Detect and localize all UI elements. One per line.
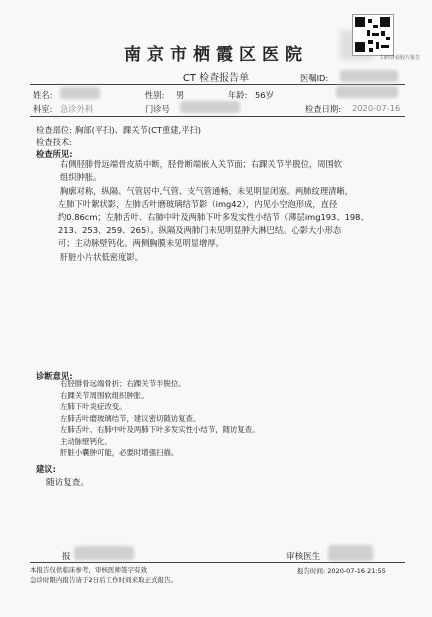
- findings-line: 肝脏小片状低密度影。: [60, 252, 143, 262]
- dept-value: 急诊外科: [60, 104, 94, 114]
- diagnosis-item: 右踝关节周围软组织肿胀。: [60, 390, 149, 400]
- name-label: 姓名:: [33, 90, 53, 100]
- findings-line: 右侧胫腓骨远端骨皮质中断，胫骨断端嵌入关节面；右踝关节半脱位，周围软: [60, 159, 343, 169]
- footer-note: 急诊时限内报告请于2日后工作时间来取正式报告。: [30, 576, 178, 584]
- diagnosis-item: 左肺舌叶、右肺中叶及两肺下叶多发实性小结节，随访复查。: [60, 425, 260, 434]
- hospital-name: 南京市栖霞区医院: [124, 45, 308, 65]
- findings-label: 检查所见:: [36, 149, 73, 159]
- clinic-label: 门诊号: [145, 104, 170, 114]
- redacted-clinic-number: [180, 101, 240, 113]
- report-time: [297, 566, 386, 576]
- diagnosis-item: 右胫腓骨远端骨折；右踝关节半脱位。: [60, 379, 186, 388]
- findings-line: 可；主动脉壁钙化。两侧胸膜未见明显增厚。: [58, 238, 224, 248]
- findings-line: 胸廓对称，纵隔、气管居中,气管、支气管通畅，未见明显闭塞。两肺纹理清晰，: [60, 186, 354, 196]
- report-time-value: 2020-07-16 21:55: [327, 567, 386, 575]
- age-label: 年龄:: [228, 90, 248, 100]
- redacted-reviewer-signature: [328, 545, 373, 561]
- footer-notes: [30, 565, 177, 585]
- findings-line: 左肺下叶絮状影，左肺舌叶磨玻璃结节影（img42），内见小空泡形成，直径: [58, 199, 338, 209]
- exam-part-value: 胸部(平扫)、踝关节(CT重建,平扫): [75, 125, 202, 135]
- redacted-doctor-id: [340, 70, 398, 82]
- exam-date-label: 检查日期:: [305, 104, 341, 114]
- exam-date-value: 2020-07-16: [352, 103, 401, 113]
- doctor-id-label: 医嘱ID:: [300, 73, 329, 83]
- qr-label: 扫码查看胶片报告: [380, 55, 421, 61]
- findings-line: 213、253、259、265）。纵隔及两肺门未见明显肿大淋巴结。心影大小形态: [58, 225, 342, 235]
- diagnosis-item: 主动脉壁钙化。: [60, 436, 112, 446]
- diagnosis-list: [60, 378, 260, 459]
- diagnosis-item: 肝脏小囊肿可能，必要时增强扫描。: [60, 448, 179, 457]
- info-divider: [30, 116, 405, 117]
- diagnosis-item: 左肺舌叶磨玻璃结节，建议密切随访复查。: [60, 413, 201, 423]
- redacted-reporter-signature: [74, 546, 134, 560]
- footer-divider: [30, 562, 405, 563]
- footer-note: 本报告仅供临床参考，审核医师签字有效: [30, 566, 147, 574]
- findings-line: 组织肿胀。: [60, 172, 102, 182]
- header-divider: [30, 84, 405, 85]
- findings-line: 约0.86cm；左肺舌叶、右肺中叶及两肺下叶多发实性小结节（薄层img193、198、: [58, 212, 369, 222]
- redacted-name: [60, 87, 100, 99]
- report-title: CT 检查报告单: [182, 73, 250, 84]
- gender-value: 男: [176, 90, 185, 100]
- gender-label: 性别:: [145, 90, 165, 100]
- findings-block: [60, 158, 342, 184]
- exam-technique-label: 检查技术:: [36, 137, 72, 147]
- redacted-field: [336, 86, 398, 98]
- advice-label: 建议:: [36, 464, 56, 474]
- diagnosis-item: 左肺下叶炎症改变。: [60, 402, 127, 411]
- report-time-label: 报告时间:: [297, 567, 326, 575]
- reporter-label: 报: [62, 552, 71, 562]
- advice-value: 随访复查。: [46, 478, 89, 488]
- dept-label: 科室:: [33, 104, 53, 114]
- findings-block: [60, 185, 369, 250]
- age-value: 56岁: [255, 90, 274, 100]
- reviewer-label: 审核医生: [286, 552, 321, 562]
- diagnosis-label: 诊断意见:: [36, 371, 73, 381]
- exam-part-label: 检查部位:: [36, 125, 72, 135]
